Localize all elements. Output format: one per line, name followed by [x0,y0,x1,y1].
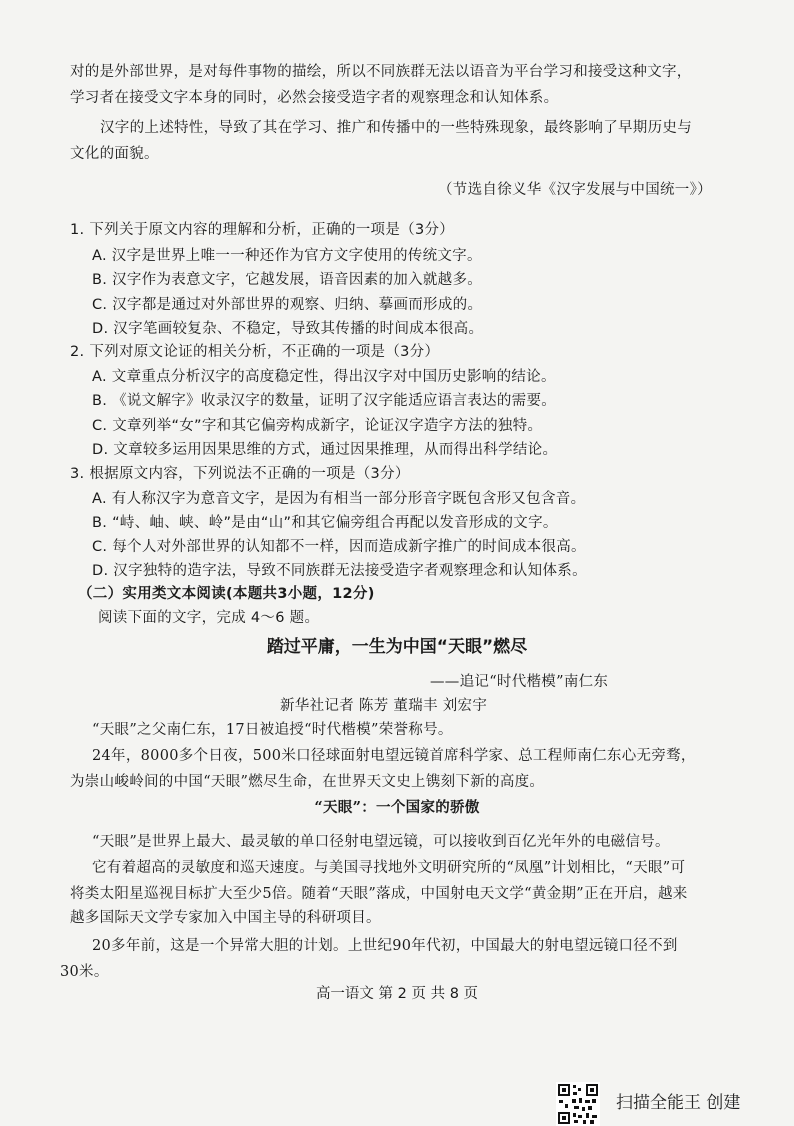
article-paragraph-2-line-2: 为崇山峻岭间的中国“天眼”燃尽生命，在世界天文史上镌刻下新的高度。 [70,774,545,790]
question-3-option-d: D. 汉字独特的造字法，导致不同族群无法接受造字者观察理念和认知体系。 [92,563,587,579]
question-2-option-c: C. 文章列举“女”字和其它偏旁构成新字，论证汉字造字方法的独特。 [92,418,543,434]
question-2-option-a: A. 文章重点分析汉字的高度稳定性，得出汉字对中国历史影响的结论。 [92,369,556,385]
question-1-option-b: B. 汉字作为表意文字，它越发展，语音因素的加入就越多。 [92,272,483,288]
intro-line-3: 汉字的上述特性，导致了其在学习、推广和传播中的一些特殊现象，最终影响了早期历史与 [100,120,692,136]
article-paragraph-4-line-3: 越多国际天文学专家加入中国主导的科研项目。 [70,910,381,926]
question-1-option-a: A. 汉字是世界上唯一一种还作为官方文字使用的传统文字。 [92,248,482,264]
scanner-watermark: 扫描全能王 创建 [616,1093,741,1113]
article-subtitle: ——追记“时代楷模”南仁东 [430,674,609,690]
intro-line-4: 文化的面貌。 [70,146,159,162]
source-citation: （节选自徐义华《汉字发展与中国统一》） [438,182,712,198]
question-3-option-a: A. 有人称汉字为意音文字，是因为有相当一部分形音字既包含形又包含音。 [92,491,586,507]
article-paragraph-1: “天眼”之父南仁东，17日被追授“时代楷模”荣誉称号。 [92,722,453,738]
question-1-option-c: C. 汉字都是通过对外部世界的观察、归纳、摹画而形成的。 [92,297,483,313]
intro-line-2: 学习者在接受文字本身的同时，必然会接受造字者的观察理念和认知体系。 [70,90,559,106]
intro-line-1: 对的是外部世界，是对每件事物的描绘，所以不同族群无法以语音为平台学习和接受这种文字， [70,64,692,80]
article-paragraph-5-line-2: 30米。 [60,964,109,980]
question-1-option-d: D. 汉字笔画较复杂、不稳定，导致其传播的时间成本很高。 [92,321,484,337]
qr-code-icon [556,1082,600,1126]
article-paragraph-4-line-1: 它有着超高的灵敏度和巡天速度。与美国寻找地外文明研究所的“凤凰”计划相比，“天眼”可 [92,860,686,876]
question-3-option-b: B. “峙、岫、峡、岭”是由“山”和其它偏旁组合再配以发音形成的文字。 [92,515,558,531]
article-byline: 新华社记者 陈芳 董瑞丰 刘宏宇 [280,698,488,714]
article-paragraph-5-line-1: 20多年前，这是一个异常大胆的计划。上世纪90年代初，中国最大的射电望远镜口径不到 [92,938,678,954]
question-2-option-b: B. 《说文解字》收录汉字的数量，证明了汉字能适应语言表达的需要。 [92,393,557,409]
question-3-option-c: C. 每个人对外部世界的认知都不一样，因而造成新字推广的时间成本很高。 [92,539,586,555]
article-paragraph-4-line-2: 将类太阳星巡视目标扩大至少5倍。随着“天眼”落成，中国射电天文学“黄金期”正在开启，越来 [70,886,688,902]
page-footer: 高一语文 第 2 页 共 8 页 [315,986,479,1002]
article-paragraph-3: “天眼”是世界上最大、最灵敏的单口径射电望远镜，可以接收到百亿光年外的电磁信号。 [92,834,670,850]
question-3-stem: 3. 根据原文内容，下列说法不正确的一项是（3分） [70,466,410,482]
article-paragraph-2-line-1: 24年，8000多个日夜，500米口径球面射电望远镜首席科学家、总工程师南仁东心无旁骛， [92,748,696,764]
question-1-stem: 1. 下列关于原文内容的理解和分析，正确的一项是（3分） [70,222,455,238]
article-title: 踏过平庸，一生为中国“天眼”燃尽 [266,637,528,657]
section-2-heading: （二）实用类文本阅读(本题共3小题，12分) [78,586,375,602]
article-subheading: “天眼”：一个国家的骄傲 [314,799,480,816]
question-2-stem: 2. 下列对原文论证的相关分析，不正确的一项是（3分） [70,344,440,360]
question-2-option-d: D. 文章较多运用因果思维的方式，通过因果推理，从而得出科学结论。 [92,442,558,458]
section-2-instruction: 阅读下面的文字，完成 4～6 题。 [98,610,320,626]
